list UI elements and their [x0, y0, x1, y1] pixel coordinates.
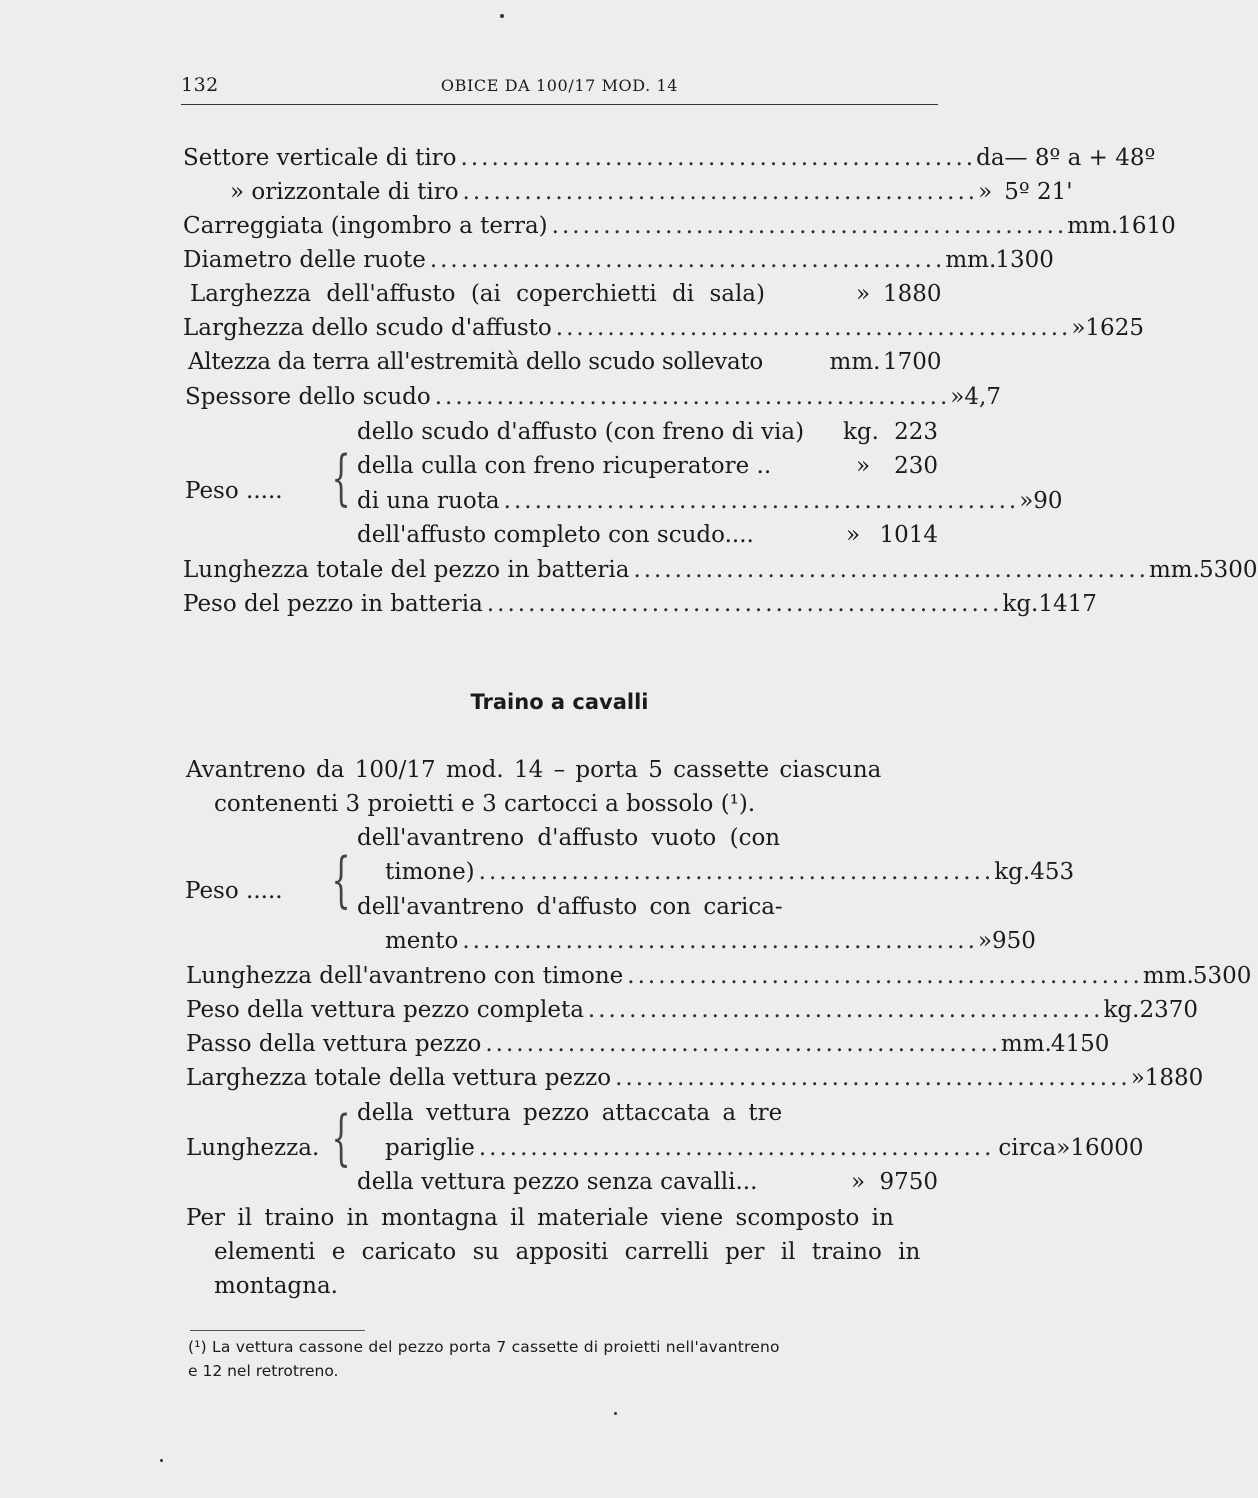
spec-row [183, 587, 1097, 621]
spec-value: 1417 [1038, 591, 1097, 617]
spec-row [230, 175, 1073, 209]
spec-unit: » [1071, 315, 1086, 341]
page-number: 132 [181, 74, 219, 96]
spec-row [188, 345, 942, 379]
spec-value: 4,7 [964, 384, 1001, 410]
closing-line: Per il traino in montagna il materiale viene scomposto in [186, 1205, 894, 1231]
lunghezza-item-line: della vettura pezzo attaccata a tre [357, 1100, 783, 1126]
spec-label: dello scudo d'affusto (con freno di via) [357, 419, 805, 445]
spec-value: 5300 [1192, 963, 1252, 989]
spec-row [183, 243, 1054, 277]
brace-icon: { [331, 1103, 351, 1173]
paper-speck [500, 14, 504, 18]
spec-value: 1880 [1144, 1065, 1204, 1091]
spec-unit: mm. [1149, 557, 1200, 583]
footnote-rule [190, 1330, 365, 1331]
leader-dots: .................................................. [478, 1135, 995, 1161]
leader-dots: .................................................. [434, 384, 951, 410]
spec-unit: » [977, 928, 992, 954]
spec-unit: » [855, 281, 871, 307]
spec-label: Diametro delle ruote [183, 247, 426, 273]
peso-item [357, 415, 938, 449]
peso-group-label: Peso ..... [185, 878, 283, 904]
lunghezza-item [357, 1165, 938, 1199]
spec-label: Spessore dello scudo [185, 384, 431, 410]
peso-item [357, 449, 938, 483]
spec-value: 223 [894, 419, 938, 445]
spec-label: Altezza da terra all'estremità dello scudo sollevato [188, 349, 763, 375]
spec-value: 2370 [1139, 997, 1199, 1023]
spec-row [186, 959, 1252, 993]
leader-dots: .................................................. [460, 145, 977, 171]
section-heading: Traino a cavalli [470, 690, 649, 714]
footnote-line: (¹) La vettura cassone del pezzo porta 7 cassette di proietti nell'avantreno [188, 1338, 780, 1356]
spec-row [186, 1027, 1110, 1061]
peso-item [357, 518, 938, 552]
spec-value: 5º 21' [1004, 179, 1073, 205]
leader-dots: .................................................. [633, 557, 1149, 583]
running-title: OBICE DA 100/17 MOD. 14 [440, 76, 679, 95]
leader-dots: .................................................. [551, 213, 1068, 239]
spec-value: 230 [894, 453, 938, 479]
spec-unit: kg. [994, 859, 1031, 885]
leader-dots: .................................................. [485, 1031, 1001, 1057]
peso-item [385, 924, 1036, 958]
spec-unit: kg. [1002, 591, 1039, 617]
spec-label: dell'affusto completo con scudo.... [357, 522, 754, 548]
spec-unit: » [950, 384, 965, 410]
spec-unit: kg. [843, 419, 879, 445]
spec-label: Carreggiata (ingombro a terra) [183, 213, 548, 239]
avantreno-line: contenenti 3 proietti e 3 cartocci a bossolo (¹). [214, 791, 756, 817]
spec-value: 1300 [995, 247, 1054, 273]
spec-unit: mm. [1142, 963, 1194, 989]
leader-dots: .................................................. [627, 963, 1143, 989]
spec-row [186, 1061, 1204, 1095]
peso-item-line: dell'avantreno d'affusto vuoto (con [357, 825, 781, 851]
leader-dots: .................................................. [587, 997, 1104, 1023]
footnote-line: e 12 nel retrotreno. [188, 1362, 339, 1380]
peso-item [357, 484, 1063, 518]
spec-value: — 8º a + 48º [1004, 145, 1156, 171]
lunghezza-item [385, 1131, 1144, 1165]
brace-icon: { [331, 845, 351, 915]
spec-label: Passo della vettura pezzo [186, 1031, 482, 1057]
leader-dots: .................................................. [486, 591, 1003, 617]
brace-icon: { [331, 443, 351, 513]
spec-value: 1625 [1085, 315, 1144, 341]
spec-label: Settore verticale di tiro [183, 145, 457, 171]
spec-row [183, 311, 1144, 345]
spec-value: 950 [991, 928, 1036, 954]
spec-value: 4150 [1050, 1031, 1110, 1057]
spec-label: mento [385, 928, 459, 954]
leader-dots: .................................................. [615, 1065, 1131, 1091]
spec-extra: circa [998, 1135, 1057, 1161]
spec-row [183, 553, 1258, 587]
spec-label: timone) [385, 859, 475, 885]
spec-unit: kg. [1103, 997, 1140, 1023]
closing-line: montagna. [214, 1273, 338, 1299]
leader-dots: .................................................. [478, 859, 995, 885]
spec-unit: » [850, 1169, 866, 1195]
spec-unit: da [976, 145, 1005, 171]
page-header [181, 74, 938, 98]
peso-group-label: Peso ..... [185, 478, 283, 504]
spec-value: 16000 [1070, 1135, 1144, 1161]
spec-label: della culla con freno ricuperatore .. [357, 453, 772, 479]
spec-label: Larghezza dell'affusto (ai coperchietti di sala) [190, 281, 765, 307]
spec-row [186, 993, 1199, 1027]
spec-value: 1880 [883, 281, 942, 307]
spec-row [185, 380, 1001, 414]
spec-unit: » [1056, 1135, 1071, 1161]
spec-label: pariglie [385, 1135, 475, 1161]
spec-row [190, 277, 942, 311]
leader-dots: .................................................. [462, 179, 979, 205]
spec-unit: » [978, 179, 993, 205]
paper-speck [160, 1459, 163, 1462]
spec-unit: mm. [829, 349, 881, 375]
spec-unit: mm. [1000, 1031, 1052, 1057]
spec-unit: » [1130, 1065, 1145, 1091]
spec-label: Peso del pezzo in batteria [183, 591, 483, 617]
spec-label: di una ruota [357, 488, 500, 514]
leader-dots: .................................................. [503, 488, 1020, 514]
peso-item [385, 855, 1075, 889]
spec-unit: mm. [945, 247, 997, 273]
paper-speck [614, 1412, 617, 1415]
spec-unit: mm. [1067, 213, 1119, 239]
spec-label: » orizzontale di tiro [230, 179, 459, 205]
spec-label: Peso della vettura pezzo completa [186, 997, 584, 1023]
spec-value: 5300 [1199, 557, 1258, 583]
spec-label: Lunghezza dell'avantreno con timone [186, 963, 624, 989]
spec-value: 453 [1030, 859, 1075, 885]
peso-item-line: dell'avantreno d'affusto con carica- [357, 894, 783, 920]
lunghezza-group-label: Lunghezza. [186, 1135, 320, 1161]
spec-value: 90 [1033, 488, 1063, 514]
spec-value: 9750 [879, 1169, 938, 1195]
leader-dots: .................................................. [555, 315, 1072, 341]
spec-label: Lunghezza totale del pezzo in batteria [183, 557, 630, 583]
spec-label: Larghezza dello scudo d'affusto [183, 315, 552, 341]
spec-unit: » [855, 453, 871, 479]
spec-value: 1700 [883, 349, 942, 375]
spec-value: 1014 [879, 522, 938, 548]
header-rule [181, 104, 938, 105]
spec-value: 1610 [1117, 213, 1176, 239]
spec-label: della vettura pezzo senza cavalli... [357, 1169, 758, 1195]
spec-row [183, 141, 1156, 175]
spec-label: Larghezza totale della vettura pezzo [186, 1065, 612, 1091]
leader-dots: .................................................. [429, 247, 946, 273]
avantreno-line: Avantreno da 100/17 mod. 14 – porta 5 cassette ciascuna [186, 757, 882, 783]
spec-unit: » [845, 522, 861, 548]
spec-unit: » [1019, 488, 1034, 514]
closing-line: elementi e caricato su appositi carrelli per il traino in [214, 1239, 921, 1265]
spec-row [183, 209, 1176, 243]
leader-dots: .................................................. [462, 928, 978, 954]
